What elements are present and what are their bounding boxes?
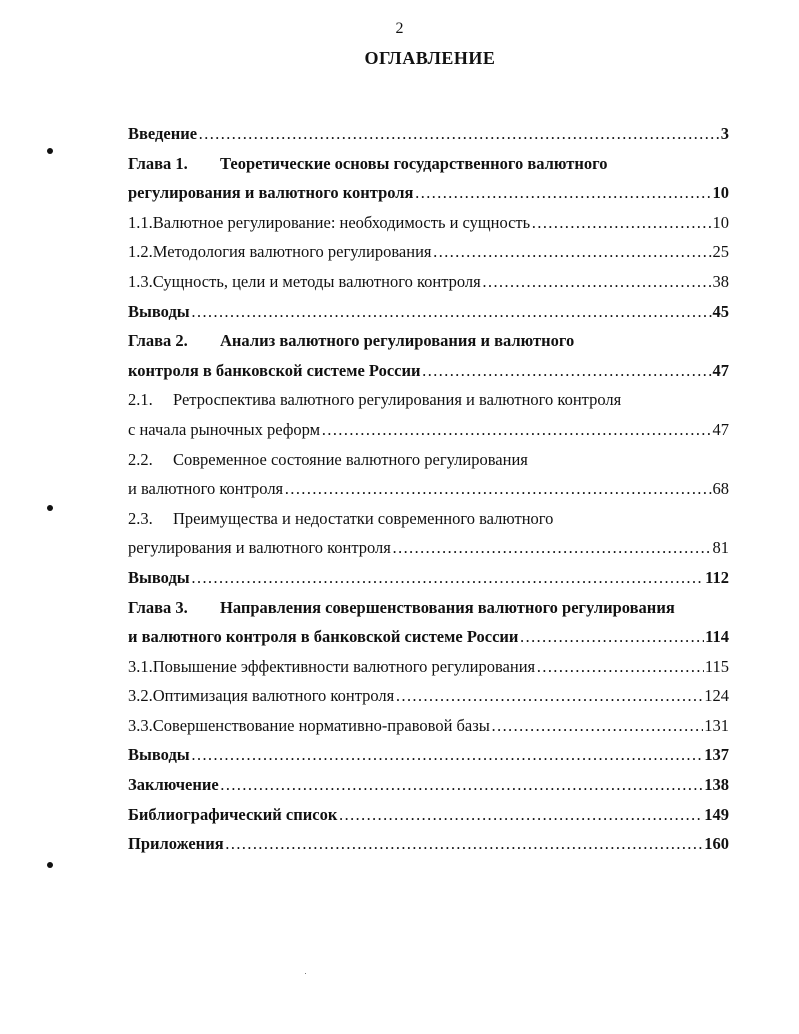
toc-entry-title: Направления совершенствования валютного регулирования [220,597,675,617]
dot-leader [415,178,712,208]
toc-entry-title: Выводы [128,567,190,587]
toc-page-number: 38 [712,271,729,291]
toc-page-number: 124 [704,686,729,706]
toc-entry[interactable] [128,267,729,297]
toc-page-number: 10 [712,212,729,232]
dot-leader [284,474,711,504]
toc-entry[interactable] [128,563,729,593]
toc-entry-number: 2.3. [128,508,153,528]
toc-entry-title-continued: регулирования и валютного контроля [128,183,414,203]
toc-page-number: 10 [712,183,729,203]
dot-leader [422,356,712,386]
toc-entry[interactable] [128,533,729,563]
dot-leader [536,652,704,682]
table-of-contents [128,119,729,859]
toc-entry-number: Глава 1. [128,153,188,173]
toc-entry[interactable] [128,800,729,830]
toc-entry-title: Теоретические основы государственного валютного [220,153,608,173]
toc-entry-title-continued: и валютного контроля [128,479,284,499]
toc-page-number: 25 [712,242,729,262]
toc-entry-number: 1.1. [128,212,153,232]
toc-entry[interactable] [128,622,729,652]
toc-entry-title-continued: и валютного контроля в банковской системе России [128,627,519,647]
toc-entry-number: 3.2. [128,686,153,706]
dot-leader [392,533,712,563]
toc-entry-title: Сущность, цели и методы валютного контроля [152,271,481,291]
toc-entry[interactable] [128,237,729,267]
binder-hole-mark [47,148,53,154]
toc-entry-heading [128,385,729,415]
binder-hole-mark [47,505,53,511]
toc-entry-title: Валютное регулирование: необходимость и сущность [152,212,531,232]
toc-page-number: 112 [705,567,729,587]
toc-entry[interactable] [128,297,729,327]
toc-entry-heading [128,504,729,534]
dot-leader [395,681,703,711]
dot-leader [338,800,703,830]
toc-page-number: 47 [712,360,729,380]
dot-leader [198,119,720,149]
toc-entry-title: Ретроспектива валютного регулирования и валютного контроля [173,390,622,410]
toc-entry-heading [128,326,729,356]
dot-leader [482,267,712,297]
binder-hole-mark [47,862,53,868]
toc-page-number: 115 [704,656,729,676]
toc-page-number: 81 [712,538,729,558]
page-title: ОГЛАВЛЕНИЕ [364,48,496,68]
toc-entry-title: Преимущества и недостатки современного валютного [173,508,554,528]
toc-entry-title: Повышение эффективности валютного регулирования [152,656,536,676]
toc-page-number: 149 [704,804,729,824]
toc-entry-title: Современное состояние валютного регулирования [173,449,528,469]
toc-entry[interactable] [128,356,729,386]
toc-entry[interactable] [128,474,729,504]
toc-entry-title: Выводы [128,745,190,765]
dot-leader [225,829,704,859]
toc-entry-title: Оптимизация валютного контроля [152,686,395,706]
toc-entry[interactable] [128,652,729,682]
toc-entry[interactable] [128,178,729,208]
toc-entry-title: Выводы [128,301,190,321]
page-number: 2 [395,20,404,37]
toc-page-number: 68 [712,479,729,499]
toc-entry-title: Заключение [128,775,219,795]
toc-entry-heading [128,593,729,623]
toc-entry[interactable] [128,829,729,859]
toc-entry-number: 1.3. [128,271,153,291]
toc-entry-number: Глава 2. [128,331,188,351]
toc-page-number: 45 [712,301,729,321]
toc-page-number: 138 [704,775,729,795]
toc-entry-number: Глава 3. [128,597,188,617]
scan-speck [305,973,306,974]
toc-entry[interactable] [128,208,729,238]
dot-leader [220,770,704,800]
toc-entry[interactable] [128,770,729,800]
dot-leader [321,415,711,445]
toc-page-number: 160 [704,834,729,854]
toc-entry-title: Совершенствование нормативно-правовой базы [152,715,490,735]
toc-entry-title: Библиографический список [128,804,338,824]
dot-leader [491,711,703,741]
toc-entry-number: 2.1. [128,390,153,410]
dot-leader [531,208,711,238]
toc-entry-title: Введение [128,124,198,143]
toc-entry[interactable] [128,711,729,741]
toc-entry[interactable] [128,119,729,149]
dot-leader [433,237,712,267]
toc-entry-number: 3.1. [128,656,153,676]
toc-entry-title-continued: контроля в банковской системе России [128,360,421,380]
toc-entry-number: 2.2. [128,449,153,469]
dot-leader [191,740,704,770]
toc-entry[interactable] [128,681,729,711]
dot-leader [191,563,704,593]
toc-entry-number: 1.2. [128,242,153,262]
dot-leader [191,297,712,327]
toc-entry-title: Анализ валютного регулирования и валютного [220,331,575,351]
toc-entry-title-continued: с начала рыночных реформ [128,419,321,439]
toc-entry-number: 3.3. [128,715,153,735]
toc-page-number: 114 [705,627,729,647]
toc-entry-title: Приложения [128,834,224,854]
toc-entry-title-continued: регулирования и валютного контроля [128,538,391,558]
toc-entry-heading [128,445,729,475]
dot-leader [519,622,704,652]
toc-entry[interactable] [128,415,729,445]
toc-page-number: 137 [704,745,729,765]
toc-page-number: 47 [712,419,729,439]
toc-page-number: 3 [720,124,729,143]
toc-entry-heading [128,149,729,179]
toc-page-number: 131 [704,715,729,735]
toc-entry-title: Методология валютного регулирования [152,242,432,262]
toc-entry[interactable] [128,740,729,770]
